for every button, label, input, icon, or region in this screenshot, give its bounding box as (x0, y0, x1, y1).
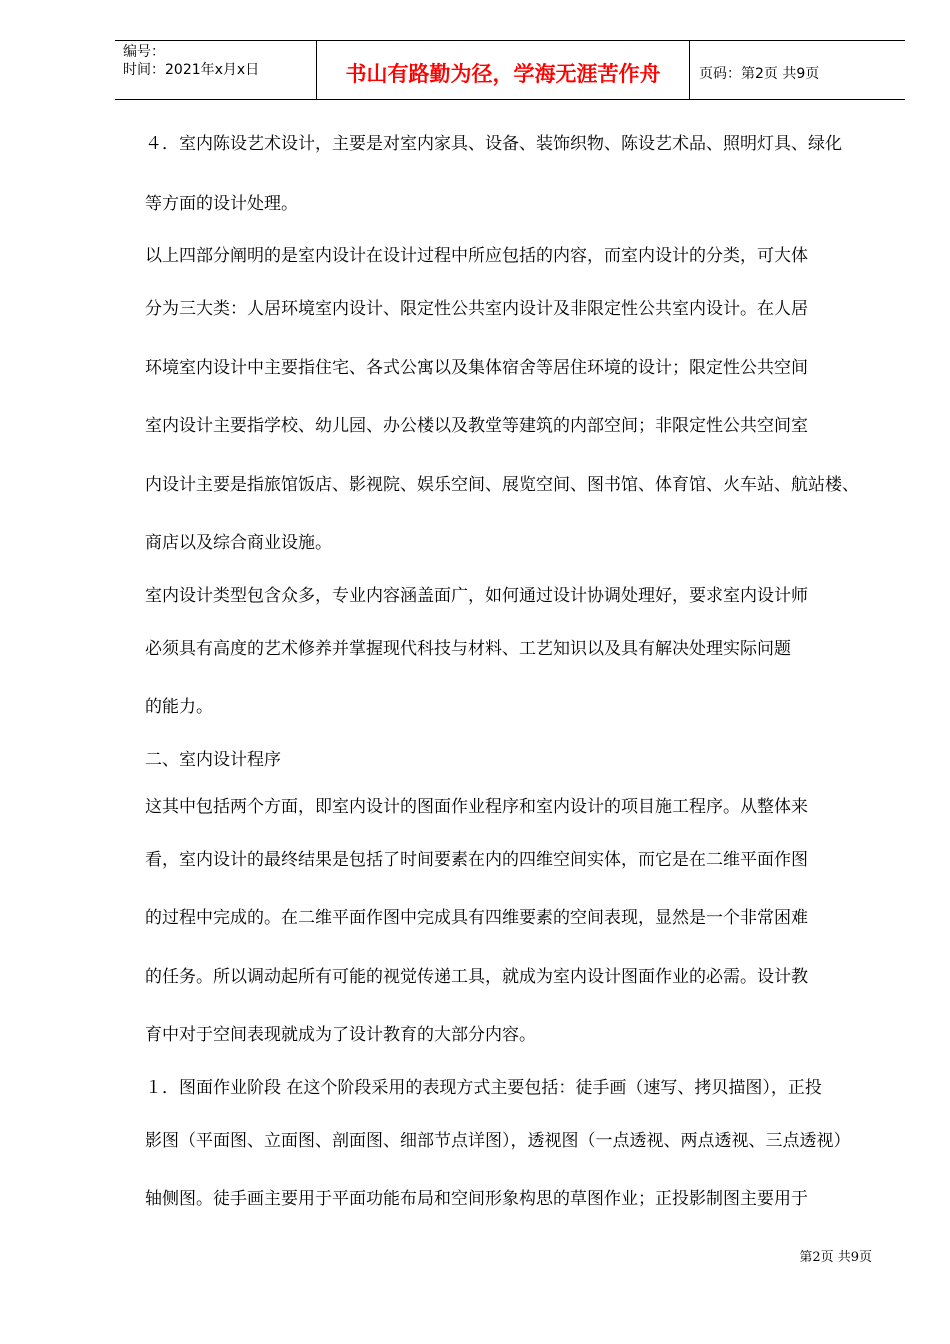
body-line: 商店以及综合商业设施。 (145, 533, 332, 553)
body-line: 影图（平面图、立面图、剖面图、细部节点详图），透视图（一点透视、两点透视、三点透视） (145, 1130, 851, 1151)
body-line: 这其中包括两个方面，即室内设计的图面作业程序和室内设计的项目施工程序。从整体来 (145, 796, 808, 817)
body-line: １．图面作业阶段 在这个阶段采用的表现方式主要包括：徒手画（速写、拷贝描图），正投 (145, 1077, 822, 1098)
document-body (145, 116, 890, 1229)
body-line: 育中对于空间表现就成为了设计教育的大部分内容。 (145, 1025, 536, 1045)
header-page-number: 页码：第2页 共9页 (699, 66, 820, 82)
code-label: 编号： (123, 44, 165, 60)
header-table (115, 40, 905, 100)
time-label: 时间：2021年x月x日 (123, 62, 260, 78)
body-line: ４．室内陈设艺术设计，主要是对室内家具、设备、装饰织物、陈设艺术品、照明灯具、绿化 (145, 134, 842, 154)
body-line: 看，室内设计的最终结果是包括了时间要素在内的四维空间实体，而它是在二维平面作图 (145, 849, 808, 870)
body-line: 室内设计主要指学校、幼儿园、办公楼以及教堂等建筑的内部空间；非限定性公共空间室 (145, 416, 808, 436)
body-line: 必须具有高度的艺术修养并掌握现代科技与材料、工艺知识以及具有解决处理实际问题 (145, 638, 791, 659)
header-motto: 书山有路勤为径，学海无涯苦作舟 (317, 41, 690, 99)
body-line: 室内设计类型包含众多，专业内容涵盖面广，如何通过设计协调处理好，要求室内设计师 (145, 585, 808, 606)
body-line: 内设计主要是指旅馆饭店、影视院、娱乐空间、展览空间、图书馆、体育馆、火车站、航站楼、 (145, 474, 859, 495)
body-line: 分为三大类：人居环境室内设计、限定性公共室内设计及非限定性公共室内设计。在人居 (145, 299, 808, 319)
body-line: 环境室内设计中主要指住宅、各式公寓以及集体宿舍等居住环境的设计；限定性公共空间 (145, 357, 808, 378)
body-line: 的过程中完成的。在二维平面作图中完成具有四维要素的空间表现，显然是一个非常困难 (145, 908, 808, 928)
body-line: 的任务。所以调动起所有可能的视觉传递工具，就成为室内设计图面作业的必需。设计教 (145, 966, 808, 987)
body-line: 以上四部分阐明的是室内设计在设计过程中所应包括的内容，而室内设计的分类，可大体 (145, 246, 808, 266)
body-line: 轴侧图。徒手画主要用于平面功能布局和空间形象构思的草图作业；正投影制图主要用于 (145, 1189, 808, 1209)
footer-page-number: 第2页 共9页 (799, 1250, 872, 1265)
body-line: 的能力。 (145, 697, 213, 717)
header-info-cell (115, 41, 317, 99)
body-line: 等方面的设计处理。 (145, 194, 298, 214)
section-heading: 二、室内设计程序 (145, 749, 281, 770)
